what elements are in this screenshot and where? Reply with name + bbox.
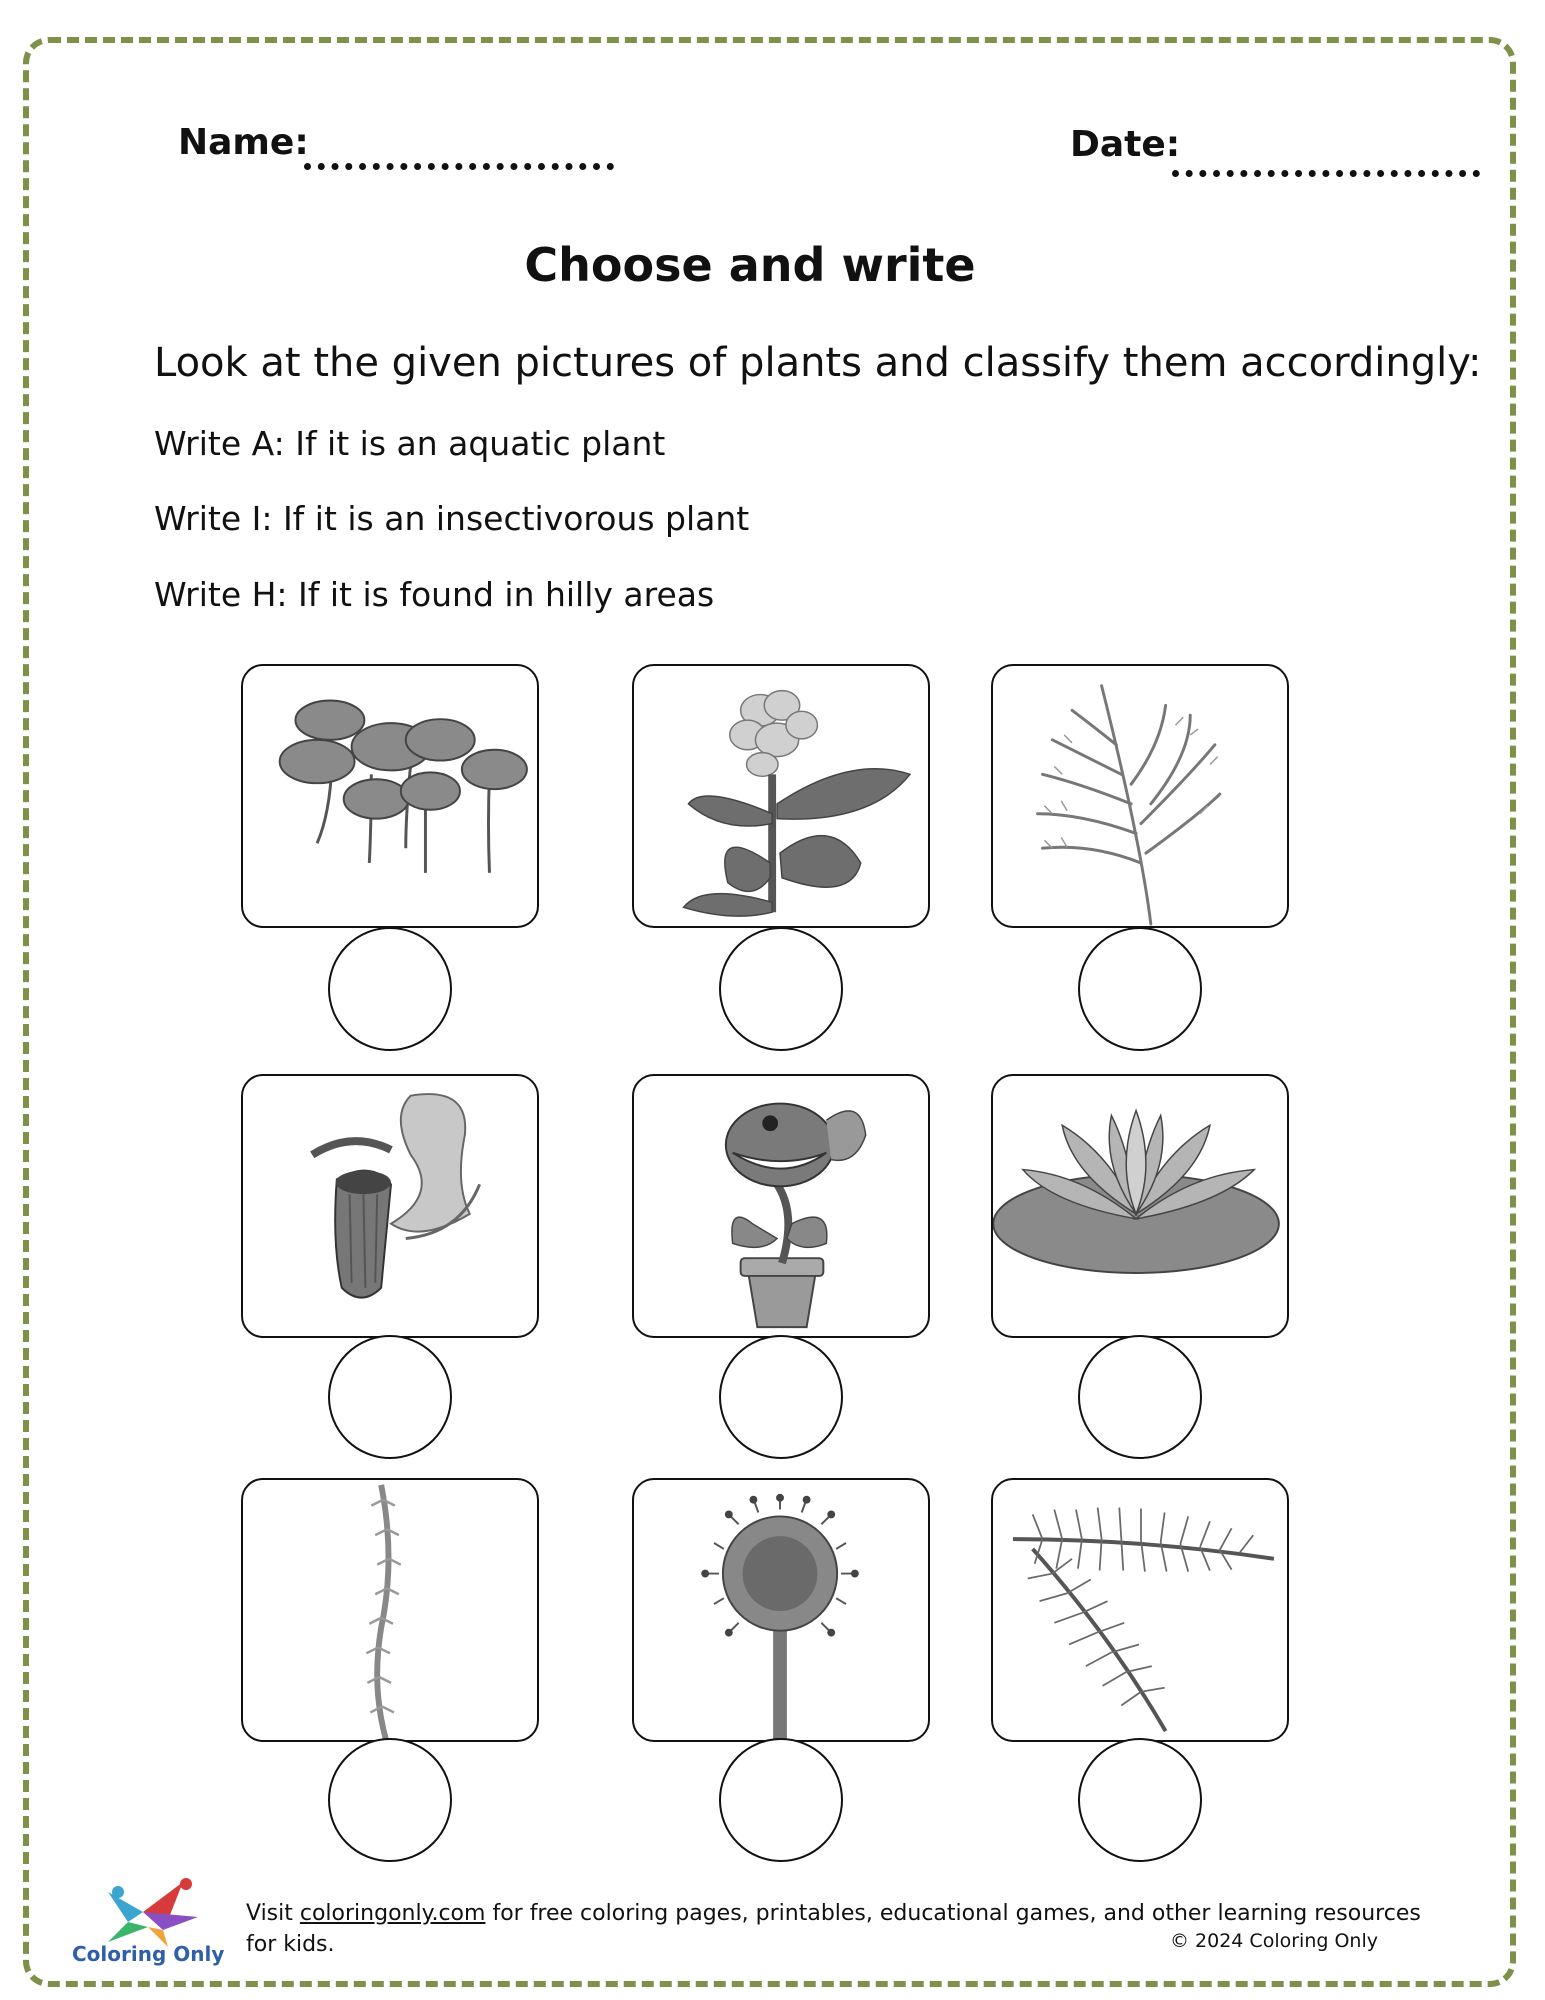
date-write-line[interactable]	[1172, 170, 1480, 177]
plant-card-1	[241, 664, 539, 928]
answer-circle-6[interactable]	[1078, 1335, 1202, 1459]
cedar-branch-icon	[993, 666, 1287, 926]
sundew-icon	[634, 1480, 928, 1740]
answer-circle-3[interactable]	[1078, 927, 1202, 1051]
name-write-line[interactable]	[304, 163, 614, 170]
plant-card-2	[632, 664, 930, 928]
pitcher-plant-icon	[243, 1076, 537, 1336]
page-title: Choose and write	[524, 238, 976, 292]
plant-card-9	[991, 1478, 1289, 1742]
pine-branch-icon	[993, 1480, 1287, 1740]
copyright-text: © 2024 Coloring Only	[1170, 1930, 1378, 1952]
lotus-icon	[993, 1076, 1287, 1336]
plant-card-8	[632, 1478, 930, 1742]
logo-text: Coloring Only	[72, 1942, 225, 1966]
rule-insectivorous: Write I: If it is an insectivorous plant	[154, 499, 750, 538]
answer-circle-5[interactable]	[719, 1335, 843, 1459]
moss-stem-icon	[243, 1480, 537, 1740]
instruction-text: Look at the given pictures of plants and classify them accordingly:	[154, 340, 1482, 386]
plant-card-7	[241, 1478, 539, 1742]
footer-visit-prefix: Visit	[246, 1901, 300, 1926]
answer-circle-9[interactable]	[1078, 1738, 1202, 1862]
water-lily-pads-icon	[243, 666, 537, 926]
water-hyacinth-icon	[634, 666, 928, 926]
rule-hilly: Write H: If it is found in hilly areas	[154, 575, 715, 614]
answer-circle-2[interactable]	[719, 927, 843, 1051]
plant-card-4	[241, 1074, 539, 1338]
coloringonly-link[interactable]: coloringonly.com	[299, 1901, 486, 1926]
footer-visit-suffix: for free coloring pages, printables, educational games, and other learning resources for kids.	[246, 1901, 1421, 1957]
answer-circle-8[interactable]	[719, 1738, 843, 1862]
venus-flytrap-pot-icon	[634, 1076, 928, 1336]
plant-card-3	[991, 664, 1289, 928]
rule-aquatic: Write A: If it is an aquatic plant	[154, 424, 666, 463]
date-label: Date:	[1070, 124, 1181, 165]
answer-circle-4[interactable]	[328, 1335, 452, 1459]
name-label: Name:	[178, 122, 309, 163]
plant-card-5	[632, 1074, 930, 1338]
answer-circle-1[interactable]	[328, 927, 452, 1051]
plant-card-6	[991, 1074, 1289, 1338]
answer-circle-7[interactable]	[328, 1738, 452, 1862]
